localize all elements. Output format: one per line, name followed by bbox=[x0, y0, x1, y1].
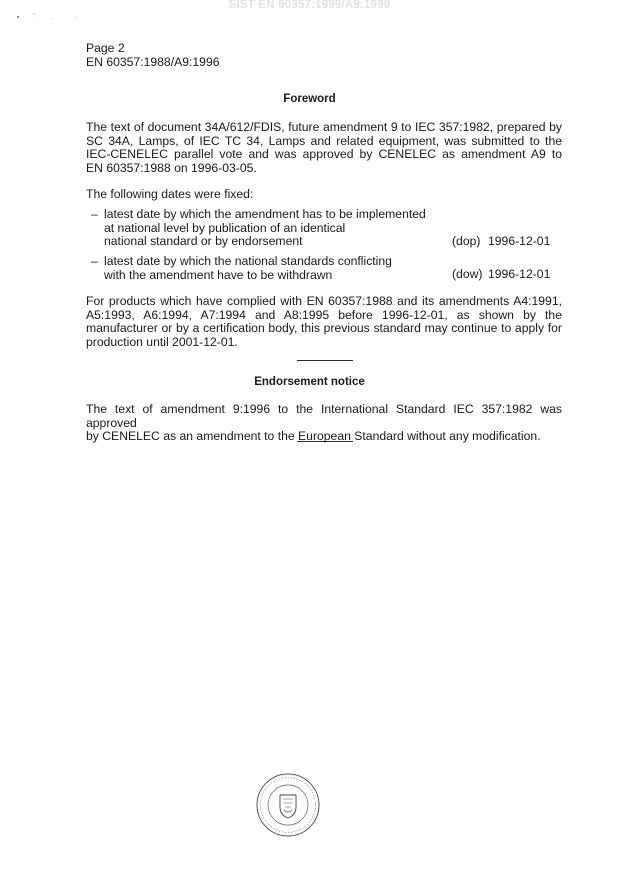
text-line: IEC-CENELEC parallel vote and was approved by CENELEC as amendment A9 to bbox=[86, 147, 562, 162]
dow-code: (dow) bbox=[452, 267, 483, 281]
text-line: EN 60357:1988 on 1996-03-05. bbox=[86, 160, 257, 175]
text-line: national standard or by endorsement bbox=[104, 234, 303, 249]
foreword-title: Foreword bbox=[283, 93, 336, 105]
list-dash: – bbox=[91, 207, 98, 221]
text-line: For products which have complied with EN 60357:1988 and its amendments A4:1991, bbox=[86, 294, 562, 308]
watermark: SIST EN 60357:1999/A9:1999 bbox=[228, 0, 391, 11]
dop-code: (dop) bbox=[452, 234, 481, 248]
list-dash: – bbox=[91, 254, 98, 268]
text-line: latest date by which the amendment has to be implemented bbox=[104, 207, 426, 221]
foreword-paragraph-2 bbox=[86, 295, 562, 349]
text-line: latest date by which the national standards conflicting bbox=[104, 254, 392, 268]
text-line: with the amendment have to be withdrawn bbox=[104, 267, 333, 282]
endorsement-title: Endorsement notice bbox=[254, 376, 365, 388]
text-line: The text of document 34A/612/FDIS, future amendment 9 to IEC 357:1982, prepared by bbox=[86, 120, 562, 134]
dates-intro: The following dates were fixed: bbox=[86, 187, 254, 201]
end-divider bbox=[297, 441, 353, 442]
dop-description bbox=[104, 208, 426, 249]
dop-date: 1996-12-01 bbox=[488, 234, 551, 248]
text-line: manufacturer or by a certification body, this previous standard may continue to apply for bbox=[86, 321, 562, 336]
text-line: A5:1993, A6:1994, A7:1994 and A8:1995 before 1996-12-01, as shown by the bbox=[86, 307, 562, 322]
document-id: EN 60357:1988/A9:1996 bbox=[86, 54, 220, 69]
page-number: Page 2 bbox=[86, 41, 125, 55]
endorsement-paragraph bbox=[86, 403, 562, 444]
text-line: SC 34A, Lamps, of IEC TC 34, Lamps and related equipment, was submitted to the bbox=[86, 133, 562, 148]
section-divider bbox=[297, 360, 353, 361]
text-line: The text of amendment 9:1996 to the International Standard IEC 357:1982 was approved bbox=[86, 402, 562, 430]
foreword-paragraph-1 bbox=[86, 121, 562, 175]
text-line: by CENELEC as an amendment to the European Standard without any modification. bbox=[86, 429, 541, 444]
official-seal-stamp bbox=[254, 772, 322, 838]
dow-description bbox=[104, 255, 392, 282]
text-line: at national level by publication of an identical bbox=[104, 220, 346, 235]
text-line: production until 2001-12-01. bbox=[86, 334, 238, 349]
page-header bbox=[86, 42, 220, 69]
dow-date: 1996-12-01 bbox=[488, 267, 551, 281]
